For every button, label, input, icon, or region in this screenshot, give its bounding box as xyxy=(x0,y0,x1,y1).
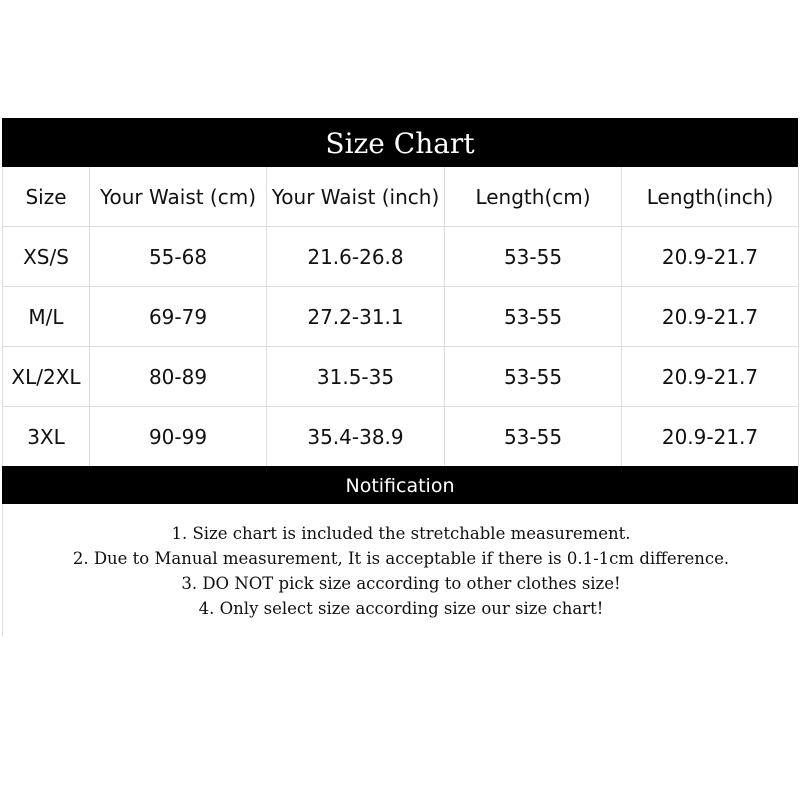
size-chart-title: Size Chart xyxy=(2,118,798,167)
size-table xyxy=(2,167,799,467)
header-cell: Your Waist (inch) xyxy=(267,167,445,227)
table-row xyxy=(3,227,799,287)
table-cell: 53-55 xyxy=(445,407,622,467)
header-cell: Size xyxy=(3,167,90,227)
table-cell: 3XL xyxy=(3,407,90,467)
table-cell: 90-99 xyxy=(90,407,267,467)
table-cell: 80-89 xyxy=(90,347,267,407)
note-item: 2. Due to Manual measurement, It is acceptable if there is 0.1-1cm difference. xyxy=(72,549,730,568)
table-cell: 20.9-21.7 xyxy=(622,407,799,467)
note-item: 3. DO NOT pick size according to other clothes size! xyxy=(181,574,621,593)
table-cell: 20.9-21.7 xyxy=(622,347,799,407)
table-row xyxy=(3,287,799,347)
header-cell: Your Waist (cm) xyxy=(90,167,267,227)
table-cell: 69-79 xyxy=(90,287,267,347)
table-cell: XL/2XL xyxy=(3,347,90,407)
table-cell: 53-55 xyxy=(445,347,622,407)
note-item: 4. Only select size according size our size chart! xyxy=(198,599,604,618)
table-cell: 20.9-21.7 xyxy=(622,287,799,347)
table-cell: 55-68 xyxy=(90,227,267,287)
table-header-row xyxy=(3,167,799,227)
table-cell: M/L xyxy=(3,287,90,347)
table-cell: 31.5-35 xyxy=(267,347,445,407)
notification-notes xyxy=(2,504,799,636)
table-row xyxy=(3,347,799,407)
table-cell: 53-55 xyxy=(445,227,622,287)
header-cell: Length(inch) xyxy=(622,167,799,227)
table-cell: 35.4-38.9 xyxy=(267,407,445,467)
table-cell: 20.9-21.7 xyxy=(622,227,799,287)
table-row xyxy=(3,407,799,467)
table-cell: 27.2-31.1 xyxy=(267,287,445,347)
table-cell: 53-55 xyxy=(445,287,622,347)
header-cell: Length(cm) xyxy=(445,167,622,227)
note-item: 1. Size chart is included the stretchable measurement. xyxy=(171,524,631,543)
notification-title: Notification xyxy=(2,466,798,504)
table-cell: XS/S xyxy=(3,227,90,287)
table-cell: 21.6-26.8 xyxy=(267,227,445,287)
